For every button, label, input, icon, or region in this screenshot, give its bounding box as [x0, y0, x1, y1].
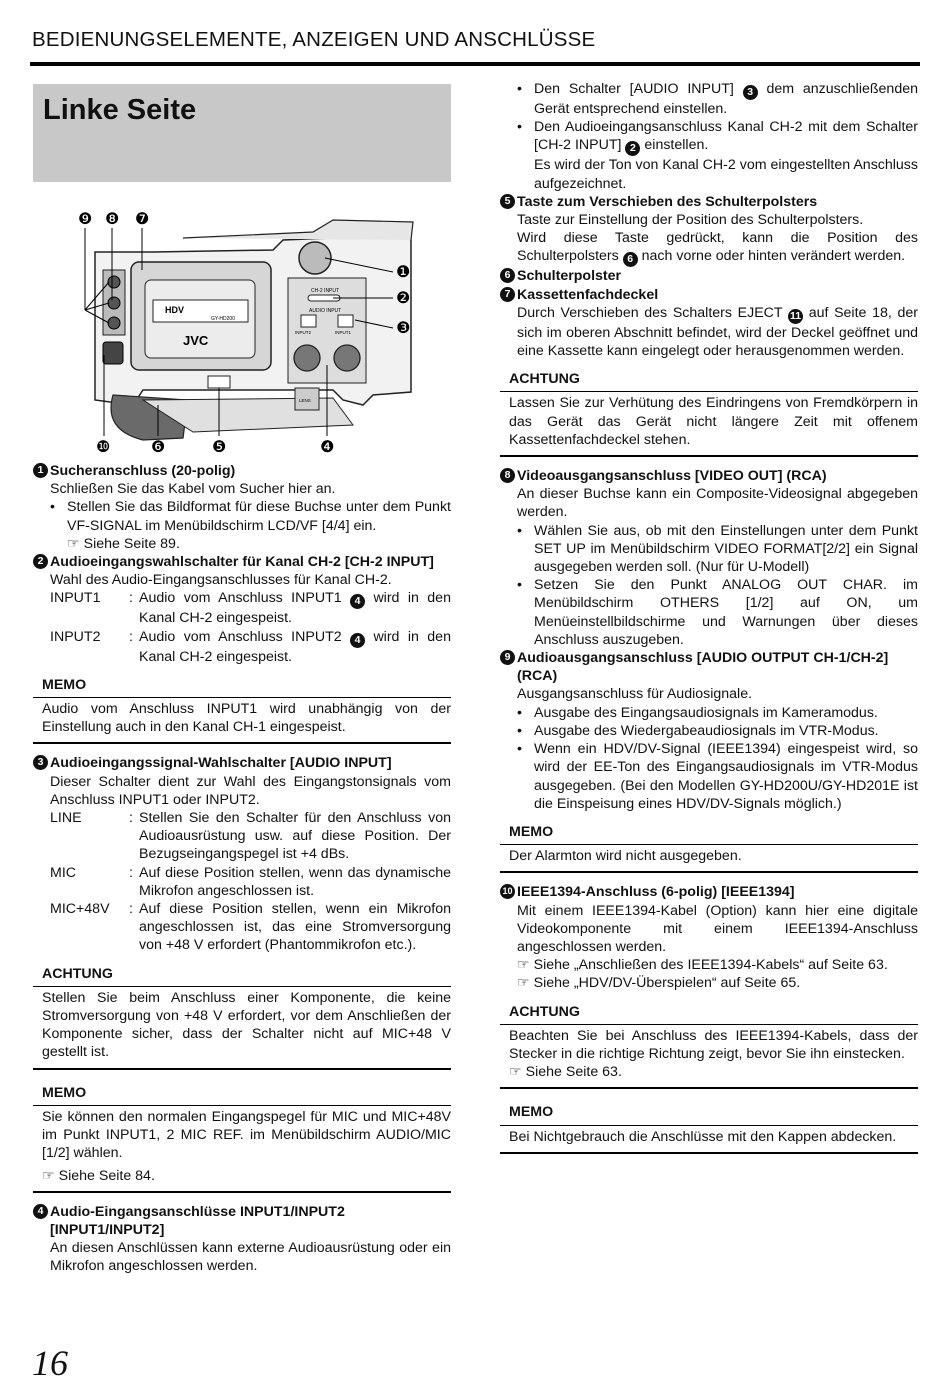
callout-8: ❽ [105, 209, 120, 228]
bullet-text: einstellen. [644, 137, 709, 154]
achtung-text: Lassen Sie zur Verhütung des Eindringens von Fremdkörpern in das Gerät das Gerät nicht längere Zeit mit offenem Kassettenfachdeckel stehen. [500, 392, 918, 457]
section-10-text: Mit einem IEEE1394-Kabel (Option) kann hier eine digitale Videokomponente mit einem IEEE1394-Anschluss angeschlossen werden. [517, 902, 918, 955]
callout-3: ❸ [396, 318, 411, 337]
num-badge: 9 [500, 650, 515, 665]
definition-key: MIC+48V [50, 901, 110, 918]
diagram-input2-label: INPUT1 [335, 330, 352, 335]
section-9-title: Audioausgangsanschluss [AUDIO OUTPUT CH-1/CH-2] (RCA) [517, 650, 889, 685]
num-badge: 8 [500, 468, 515, 483]
diagram-lens-label: LENS [299, 398, 311, 403]
section-7-text [500, 304, 918, 360]
list-item: • Wählen Sie aus, ob mit den Einstellungen unter dem Punkt SET UP im Menübildschirm VIDEO FORMAT[2/2] ein Signal ausgegeben werden soll. (Nur für U-Modell) [517, 522, 918, 576]
memo-text: Audio vom Anschluss INPUT1 wird unabhängig von der Einstellung auch in den Kanal CH-1 eingespeist. [33, 698, 451, 744]
memo-text: Bei Nichtgebrauch die Anschlüsse mit den Kappen abdecken. [500, 1126, 918, 1154]
bullet-text: Den Audioeingangsanschluss Kanal CH-2 mit dem Schalter [CH-2 INPUT] [534, 119, 918, 154]
section-8-title: Videoausgangsanschluss [VIDEO OUT] (RCA) [517, 468, 827, 485]
bullet-text: Setzen Sie den Punkt ANALOG OUT CHAR. im Menübildschirm OTHERS [1/2] auf ON, um Menüeinstellbildschirme und Warnungen über dieses Anschluss auszugeben. [534, 577, 918, 648]
callout-5: ❺ [212, 437, 227, 456]
diagram-model-label: GY-HD200 [211, 316, 235, 322]
section-2-text: Wahl des Audio-Eingangsanschlusses für Kanal CH-2. [50, 572, 392, 589]
callout-10: ❿ [96, 437, 111, 456]
bullet-text: Ausgabe des Wiedergabeaudiosignals im VTR-Modus. [534, 722, 879, 739]
num-badge: 10 [500, 884, 515, 899]
section-1-heading [33, 462, 451, 480]
header-rule [30, 62, 920, 66]
section-8-text: An dieser Buchse kann ein Composite-Videosignal abgegeben werden. [517, 486, 918, 521]
right-column [500, 80, 918, 1154]
list-item: • Ausgabe des Eingangsaudiosignals im Kameramodus. [500, 704, 918, 722]
callout-4: ❹ [320, 437, 335, 456]
definition-row: INPUT2 : Audio vom Anschluss INPUT2 4 wird in den Kanal CH-2 eingespeist. [50, 628, 451, 665]
section-2-heading [33, 553, 451, 571]
definition-key: INPUT2 [50, 628, 101, 645]
section-7-heading [500, 286, 918, 304]
section-3-text: Dieser Schalter dient zur Wahl des Eingangstonsignals vom Anschluss INPUT1 oder INPUT2. [50, 773, 451, 808]
definition-text: Audio vom Anschluss INPUT2 [139, 628, 342, 645]
section-5-text: Taste zur Einstellung der Position des Schulterpolsters. [517, 212, 864, 229]
num-badge: 2 [33, 554, 48, 569]
memo-text: Sie können den normalen Eingangspegel für MIC und MIC+48V im Punkt INPUT1, 2 MIC REF. im Menübildschirm AUDIO/MIC [1/2] wählen. [42, 1108, 451, 1162]
section-5-text2-pre: Wird diese Taste gedrückt, kann die Position des Schulterpolsters [517, 230, 918, 265]
section-4-title: Audio-Eingangsanschlüsse INPUT1/INPUT2 [INPUT1/INPUT2] [50, 1203, 345, 1238]
num-badge: 3 [33, 755, 48, 770]
memo-ref: ☞ Siehe Seite 84. [33, 1167, 451, 1193]
section-10-ref2: ☞ Siehe „HDV/DV-Überspielen“ auf Seite 65. [517, 975, 801, 992]
memo-box [500, 1103, 918, 1153]
diagram-input1-label: INPUT2 [295, 330, 312, 335]
memo-box [33, 1084, 451, 1193]
section-5-heading [500, 193, 918, 211]
camera-left-side-diagram [33, 200, 451, 460]
definition-key: LINE [50, 810, 82, 827]
bullet-text: Ausgabe des Eingangsaudiosignals im Kameramodus. [534, 704, 878, 721]
definition-key: MIC [50, 864, 77, 881]
list-item: • Den Schalter [AUDIO INPUT] 3 dem anzuschließenden Gerät entsprechend einstellen. [517, 81, 918, 117]
page-number: 16 [32, 1343, 68, 1383]
memo-box [500, 823, 918, 873]
achtung-text: Stellen Sie beim Anschluss einer Komponente, die keine Stromversorgung von +48 V erfordert, vor dem Anschließen der Komponente sicher, dass der Schalter nicht auf MIC+48 V gestellt ist. [33, 987, 451, 1070]
memo-title: MEMO [509, 823, 554, 840]
callout-6: ❻ [151, 437, 166, 456]
callout-7: ❼ [135, 209, 150, 228]
definition-row: MIC : Auf diese Position stellen, wenn das dynamische Mikrofon angeschlossen ist. [50, 864, 451, 899]
section-6-heading [500, 267, 918, 285]
section-title: Linke Seite [43, 94, 197, 126]
definition-key: INPUT1 [50, 590, 101, 607]
definition-row: MIC+48V : Auf diese Position stellen, wenn ein Mikrofon angeschlossen ist, das eine Stromversorgung von +48 V erfordert (Phantommikrofon etc.). [50, 901, 451, 954]
section-2-title: Audioeingangswahlschalter für Kanal CH-2 [CH-2 INPUT] [50, 554, 434, 571]
achtung-box [500, 1003, 918, 1090]
diagram-ch2-label: CH-2 INPUT [311, 288, 340, 294]
num-badge: 6 [623, 252, 638, 267]
bullet-text: dem anzuschließenden Gerät entsprechend einstellen. [534, 81, 918, 117]
section-10-heading [500, 883, 918, 901]
num-badge: 2 [625, 141, 640, 156]
bullet-extra: Es wird der Ton von Kanal CH-2 vom eingestellten Anschluss aufgezeichnet. [534, 157, 918, 192]
section-6-title: Schulterpolster [517, 268, 622, 285]
bullet-text: Wählen Sie aus, ob mit den Einstellungen unter dem Punkt SET UP im Menübildschirm VIDEO FORMAT[2/2] ein Signal ausgegeben werden soll. (Nur für U-Modell) [534, 522, 918, 576]
memo-text: Der Alarmton wird nicht ausgegeben. [500, 845, 918, 873]
achtung-box [500, 370, 918, 457]
page-header: BEDIENUNGSELEMENTE, ANZEIGEN UND ANSCHLÜSSE [32, 28, 596, 51]
section-9-heading [500, 649, 918, 685]
list-item: • Den Audioeingangsanschluss Kanal CH-2 mit dem Schalter [CH-2 INPUT] 2 einstellen. [517, 119, 918, 155]
num-badge: 11 [789, 309, 802, 322]
achtung-box [33, 965, 451, 1070]
memo-title: MEMO [42, 1084, 87, 1101]
bullet-text: Stellen Sie das Bildformat für diese Buchse unter dem Punkt VF-SIGNAL im Menübildschirm LCD/VF [4/4] ein. [67, 499, 451, 534]
section-1-text: Schließen Sie das Kabel vom Sucher hier an. [50, 481, 336, 498]
definition-text: Auf diese Position stellen, wenn ein Mikrofon angeschlossen ist, das eine Stromversorgung von +48 V erfordert (Phantommikrofon etc.). [139, 901, 451, 954]
section-7-title: Kassettenfachdeckel [517, 286, 659, 303]
num-badge: 3 [743, 85, 758, 100]
list-item: • Wenn ein HDV/DV-Signal (IEEE1394) eingespeist wird, so wird der EE-Ton des Eingangsaudiosignals im VTR-Modus ausgegeben. (Bei den Modellen GY-HD200U/GY-HD201E ist die Einspeisung eines HDV/DV-Signals möglich.) [517, 741, 918, 812]
achtung-title: ACHTUNG [509, 1003, 580, 1020]
section-8-heading [500, 467, 918, 485]
memo-box [33, 676, 451, 745]
section-5-title: Taste zum Verschieben des Schulterpolsters [517, 193, 818, 210]
num-badge: 6 [500, 268, 515, 283]
definition-row: LINE : Stellen Sie den Schalter für den Anschluss von Audioausrüstung usw. auf diese Position. Der Bezugseingangspegel ist +4 dBs. [50, 810, 451, 863]
section-1-ref: ☞ Siehe Seite 89. [67, 535, 180, 552]
definition-text: Auf diese Position stellen, wenn das dynamische Mikrofon angeschlossen ist. [139, 864, 451, 899]
list-item: • Stellen Sie das Bildformat für diese Buchse unter dem Punkt VF-SIGNAL im Menübildschirm LCD/VF [4/4] ein. [50, 499, 451, 534]
definition-text: wird in den Kanal CH-2 eingespeist. [139, 590, 451, 627]
num-badge: 5 [500, 194, 515, 209]
num-badge: 4 [33, 1204, 48, 1219]
num-badge: 7 [500, 287, 515, 302]
diagram-audio-label: AUDIO INPUT [309, 308, 342, 314]
bullet-text: Den Schalter [AUDIO INPUT] [534, 81, 734, 97]
bullet-text: Wenn ein HDV/DV-Signal (IEEE1394) eingespeist wird, so wird der EE-Ton des Eingangsaudiosignals im VTR-Modus ausgegeben. (Bei den Modellen GY-HD200U/GY-HD201E ist die Einspeisung eines HDV/DV-Signals möglich.) [534, 741, 918, 812]
section-4-heading [33, 1203, 451, 1239]
callout-2: ❷ [396, 288, 411, 307]
callout-9: ❾ [78, 209, 93, 228]
achtung-text: Beachten Sie bei Anschluss des IEEE1394-Kabels, dass der Stecker in die richtige Richtung zeigt, bevor Sie ihn einstecken. [509, 1027, 918, 1062]
section-4-text: An diesen Anschlüssen kann externe Audioausrüstung oder ein Mikrofon angeschlossen werden. [50, 1240, 451, 1275]
list-item: • Ausgabe des Wiedergabeaudiosignals im VTR-Modus. [500, 722, 918, 740]
list-item: • Setzen Sie den Punkt ANALOG OUT CHAR. im Menübildschirm OTHERS [1/2] auf ON, um Menüeinstellbildschirme und Warnungen über dieses Anschluss auszugeben. [517, 577, 918, 648]
section-7-text-post: auf Seite 18, der sich im oberen Abschnitt befindet, wird der Deckel geöffnet und eine Kassette kann eingelegt oder herausgenommen werden. [517, 304, 918, 360]
num-badge: 4 [350, 633, 365, 648]
section-3-heading [33, 754, 451, 772]
achtung-ref: ☞ Siehe Seite 63. [500, 1063, 918, 1089]
achtung-title: ACHTUNG [509, 371, 580, 388]
left-column [33, 462, 451, 1276]
achtung-title: ACHTUNG [42, 965, 113, 982]
section-3-title: Audioeingangssignal-Wahlschalter [AUDIO INPUT] [50, 755, 392, 772]
section-1-title: Sucheranschluss (20-polig) [50, 463, 236, 479]
section-7-text-pre: Durch Verschieben des Schalters EJECT [517, 304, 783, 321]
section-9-text: Ausgangsanschluss für Audiosignale. [517, 686, 753, 703]
definition-row: INPUT1 : Audio vom Anschluss INPUT1 4 wird in den Kanal CH-2 eingespeist. [50, 590, 451, 627]
diagram-brand-label: JVC [183, 333, 209, 348]
definition-text: Stellen Sie den Schalter für den Anschluss von Audioausrüstung usw. auf diese Position. Der Bezugseingangspegel ist +4 dBs. [139, 810, 451, 863]
section-10-ref1: ☞ Siehe „Anschließen des IEEE1394-Kabels“ auf Seite 63. [517, 957, 888, 974]
diagram-hdv-label: HDV [165, 305, 185, 315]
section-10-title: IEEE1394-Anschluss (6-polig) [IEEE1394] [517, 884, 795, 901]
callout-1: ❶ [396, 262, 411, 281]
num-badge: 4 [350, 594, 365, 609]
definition-text: wird in den Kanal CH-2 eingespeist. [139, 628, 451, 665]
definition-text: Audio vom Anschluss INPUT1 [139, 590, 342, 607]
section-5-text2-post: nach vorne oder hinten verändert werden. [641, 248, 906, 265]
memo-title: MEMO [509, 1104, 554, 1121]
section-5-text2 [500, 229, 918, 267]
memo-title: MEMO [42, 676, 87, 693]
num-badge: 1 [33, 463, 48, 478]
